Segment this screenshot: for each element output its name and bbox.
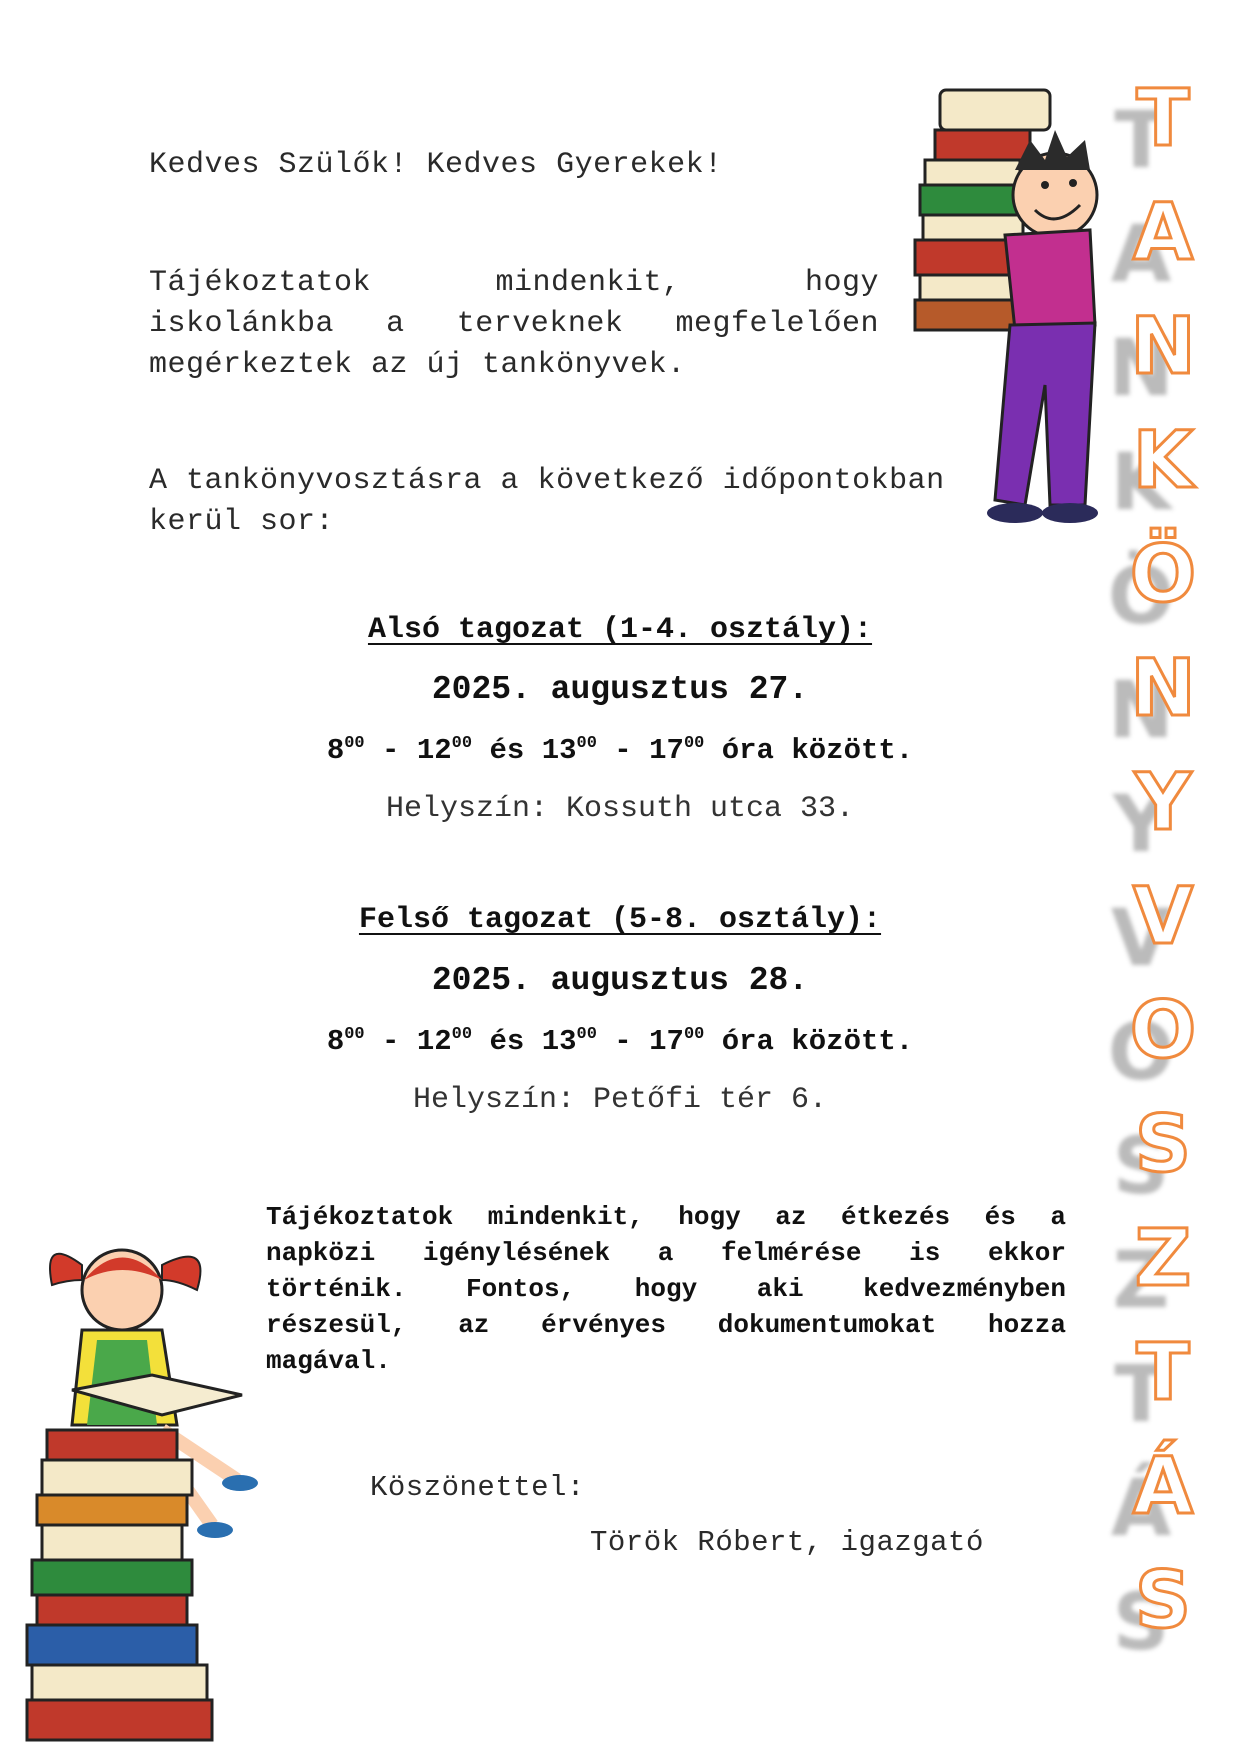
section-place-lower: Helyszín: Kossuth utca 33. (385, 792, 855, 826)
note-line: történik. Fontos, hogy aki kedvezményben (266, 1274, 1066, 1304)
title-letter: T (1136, 74, 1190, 164)
intro-line: Tájékoztatok mindenkit, hogy (149, 266, 879, 300)
meal-note-paragraph (266, 1199, 1066, 1379)
title-letter: K (1132, 416, 1194, 506)
schedule-paragraph (149, 461, 1009, 543)
section-heading-upper: Felső tagozat (5-8. osztály): (358, 903, 882, 937)
signature: Török Róbert, igazgató (590, 1526, 984, 1559)
closing-thanks: Köszönettel: (370, 1471, 585, 1504)
title-letter: N (1130, 644, 1196, 734)
greeting: Kedves Szülők! Kedves Gyerekek! (149, 148, 723, 182)
note-line: napközi igénylésének a felmérése is ekkor (266, 1238, 1066, 1268)
section-place-upper: Helyszín: Petőfi tér 6. (412, 1083, 828, 1117)
title-letter: Z (1134, 1214, 1192, 1304)
intro-line: megérkeztek az új tankönyvek. (149, 348, 686, 382)
section-heading-lower: Alsó tagozat (1-4. osztály): (367, 613, 873, 647)
title-letter: V (1132, 872, 1194, 962)
section-time-lower: $8^{00} - 12^{00}$ és $13^{00} - 17^{00}$ óra között. (326, 734, 914, 767)
section-date-lower: 2025. augusztus 27. (431, 671, 809, 708)
note-line: Tájékoztatok mindenkit, hogy az étkezés és a (266, 1202, 1066, 1232)
title-letter: S (1134, 1100, 1192, 1190)
schedule-line: A tankönyvosztásra a következő időpontokban (149, 464, 945, 498)
title-letter: S (1134, 1556, 1192, 1646)
section-time-upper: $8^{00} - 12^{00}$ és $13^{00} - 17^{00}$ óra között. (326, 1025, 914, 1058)
title-letter: N (1130, 302, 1196, 392)
title-letter: Y (1134, 758, 1192, 848)
note-line: magával. (266, 1346, 391, 1376)
intro-paragraph (149, 263, 879, 386)
title-letter: Á (1132, 1442, 1194, 1532)
title-letter: O (1129, 986, 1197, 1076)
intro-line: iskolánkba a terveknek megfelelően (149, 307, 879, 341)
girl-reading-illustration (12, 1225, 267, 1745)
note-line: részesül, az érvényes dokumentumokat hozza (266, 1310, 1066, 1340)
vertical-title (1126, 62, 1200, 1658)
section-date-upper: 2025. augusztus 28. (431, 962, 809, 999)
schedule-line: kerül sor: (149, 505, 335, 539)
title-letter: T (1136, 1328, 1190, 1418)
title-letter: A (1132, 188, 1194, 278)
boy-with-books-illustration (895, 85, 1105, 530)
title-letter: Ö (1129, 530, 1197, 620)
